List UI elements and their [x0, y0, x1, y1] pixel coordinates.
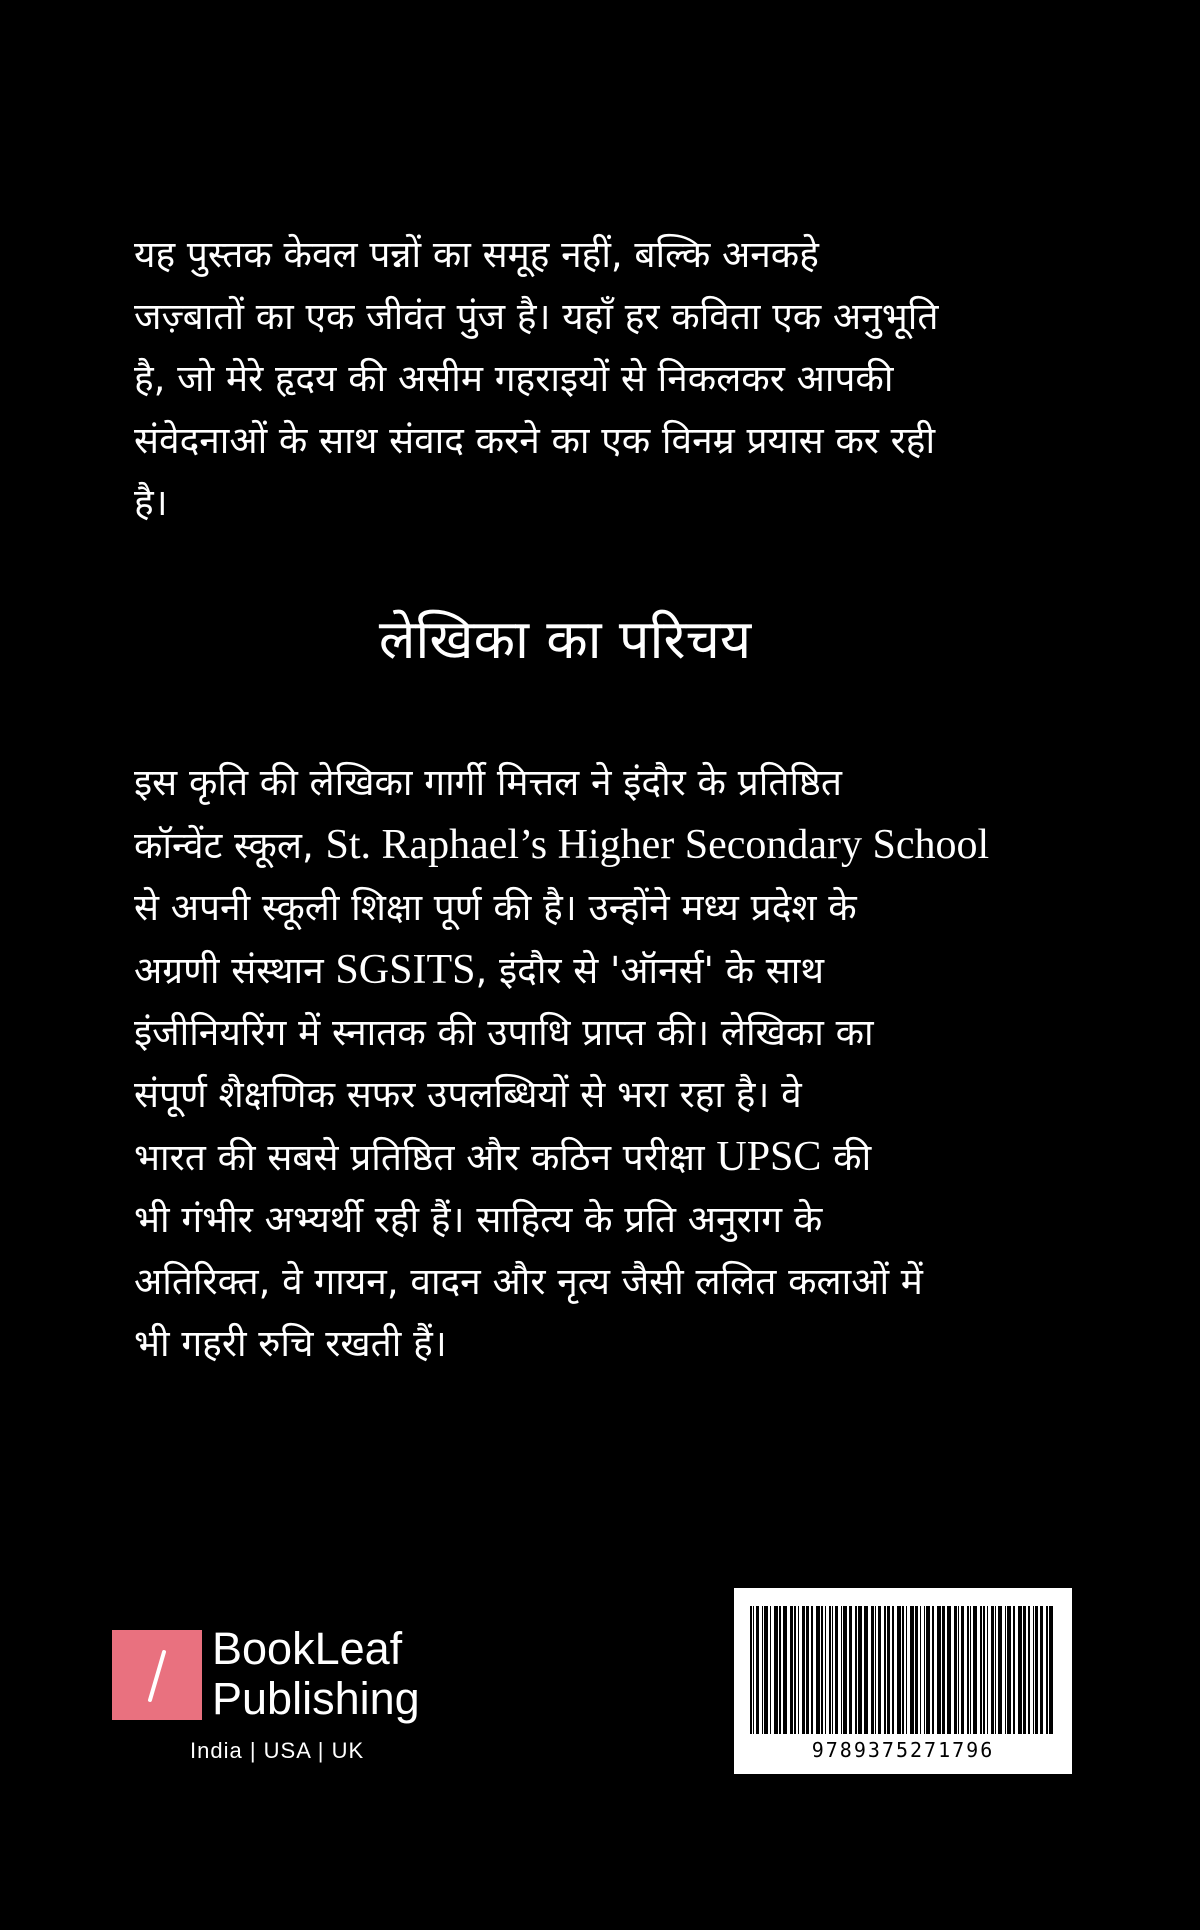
bio-line	[134, 752, 1034, 814]
barcode-bar	[924, 1606, 925, 1734]
barcode-bar	[884, 1606, 886, 1734]
isbn-number: 9789375271796	[811, 1738, 995, 1762]
barcode-bar	[811, 1606, 813, 1734]
bio-text: भारत की सबसे प्रतिष्ठित और कठिन परीक्षा	[134, 1136, 717, 1179]
barcode-bar	[995, 1606, 996, 1734]
barcode-bar	[1013, 1606, 1015, 1734]
bio-text: इस कृति की लेखिका गार्गी मित्तल ने इंदौर के प्रतिष्ठित	[134, 761, 842, 804]
barcode-bar	[983, 1606, 985, 1734]
barcode-bar	[954, 1606, 957, 1734]
intro-line: जज़्बातों का एक जीवंत पुंज है। यहाँ हर कविता एक अनुभूति	[134, 295, 939, 338]
barcode-bar	[875, 1606, 876, 1734]
bio-text: भी गंभीर अभ्यर्थी रही हैं। साहित्य के प्रति अनुराग के	[134, 1198, 823, 1241]
barcode-bar	[774, 1606, 778, 1734]
intro-line: है, जो मेरे हृदय की असीम गहराइयों से निकलकर आपकी	[134, 357, 894, 400]
barcode-bar	[855, 1606, 857, 1734]
publisher-regions: India | USA | UK	[190, 1738, 365, 1763]
barcode-bar	[967, 1606, 969, 1734]
barcode-bar	[821, 1606, 823, 1734]
barcode-bar	[892, 1606, 894, 1734]
publisher-name	[212, 1624, 420, 1724]
bio-line	[134, 1313, 1034, 1375]
barcode-bar	[806, 1606, 809, 1734]
bio-line	[134, 939, 1034, 1002]
bio-line	[134, 1002, 1034, 1064]
barcode-bar	[947, 1606, 951, 1734]
slash-icon	[112, 1630, 202, 1720]
barcode-bar	[858, 1606, 862, 1734]
publisher-name-line2: Publishing	[212, 1673, 420, 1724]
bio-text: से अपनी स्कूली शिक्षा पूर्ण की है। उन्होंने मध्य प्रदेश के	[134, 886, 857, 929]
barcode-bar	[1040, 1606, 1043, 1734]
bio-text: संपूर्ण शैक्षणिक सफर उपलब्धियों से भरा रहा है। वे	[134, 1073, 802, 1116]
barcode-bar	[980, 1606, 982, 1734]
barcode-bar	[790, 1606, 793, 1734]
bio-text: SGSITS	[335, 947, 476, 993]
barcode-bar	[926, 1606, 930, 1734]
barcode-bar	[779, 1606, 781, 1734]
barcode-bar	[829, 1606, 831, 1734]
barcode-bar	[764, 1606, 768, 1734]
barcode-bar	[841, 1606, 842, 1734]
barcode-bar	[794, 1606, 796, 1734]
barcode-bar	[1049, 1606, 1053, 1734]
barcode-bar	[920, 1606, 921, 1734]
barcode-bar	[998, 1606, 1002, 1734]
bio-line	[134, 1064, 1034, 1126]
barcode-bar	[798, 1606, 799, 1734]
author-bio-paragraph	[134, 752, 1034, 1375]
bio-text: की	[821, 1136, 872, 1179]
barcode-bar	[1007, 1606, 1011, 1734]
bio-text: अतिरिक्त, वे गायन, वादन और नृत्य जैसी ललित कलाओं में	[134, 1260, 923, 1303]
barcode-bar	[843, 1606, 847, 1734]
bio-text: कॉन्वेंट स्कूल,	[134, 824, 326, 867]
bio-text: भी गहरी रुचि रखती हैं।	[134, 1322, 447, 1365]
bio-line	[134, 1126, 1034, 1189]
barcode-bar	[1018, 1606, 1022, 1734]
barcode-bar	[897, 1606, 901, 1734]
barcode-bar	[970, 1606, 971, 1734]
intro-line: यह पुस्तक केवल पन्नों का समूह नहीं, बल्कि अनकहे	[134, 233, 819, 276]
barcode-bar	[958, 1606, 959, 1734]
barcode-bar	[1033, 1606, 1034, 1734]
intro-line: संवेदनाओं के साथ संवाद करने का एक विनम्र प्रयास कर रही	[134, 419, 936, 462]
barcode-bar	[942, 1606, 945, 1734]
bio-line	[134, 814, 1034, 877]
barcode-bar	[783, 1606, 787, 1734]
barcode-bar	[1035, 1606, 1038, 1734]
intro-line: है।	[134, 481, 168, 524]
barcode-bar	[750, 1606, 752, 1734]
barcode-bar	[887, 1606, 890, 1734]
barcode-bar	[802, 1606, 805, 1734]
bio-line	[134, 1189, 1034, 1251]
barcode-bar	[753, 1606, 754, 1734]
publisher-name-line1: BookLeaf	[212, 1623, 403, 1674]
barcode-bar	[1023, 1606, 1026, 1734]
barcode-bar	[832, 1606, 833, 1734]
barcode-bar	[910, 1606, 914, 1734]
barcode-bar	[816, 1606, 820, 1734]
bio-text: , इंदौर से 'ऑनर्स' के साथ	[475, 949, 824, 992]
publisher-logo	[112, 1623, 472, 1770]
bio-text: St. Raphael’s Higher Secondary School	[325, 822, 990, 868]
barcode-bar	[825, 1606, 826, 1734]
barcode-bar	[1046, 1606, 1048, 1734]
barcode-bar	[932, 1606, 934, 1734]
barcode-bar	[991, 1606, 994, 1734]
barcode-bar	[961, 1606, 964, 1734]
barcode-bar	[849, 1606, 852, 1734]
barcode-bar	[906, 1606, 907, 1734]
barcode-bars	[746, 1606, 1060, 1734]
bio-line	[134, 877, 1034, 939]
barcode-bar	[762, 1606, 763, 1734]
intro-paragraph	[134, 224, 1034, 534]
bio-text: UPSC	[716, 1134, 822, 1180]
barcode	[734, 1588, 1072, 1774]
bio-text: अग्रणी संस्थान	[134, 949, 336, 992]
barcode-bar	[1005, 1606, 1006, 1734]
bio-line	[134, 1251, 1034, 1313]
barcode-bar	[864, 1606, 868, 1734]
section-heading: लेखिका का परिचय	[378, 608, 752, 671]
barcode-bar	[973, 1606, 977, 1734]
barcode-bar	[770, 1606, 771, 1734]
barcode-bar	[937, 1606, 941, 1734]
bio-text: इंजीनियरिंग में स्नातक की उपाधि प्राप्त की। लेखिका का	[134, 1011, 874, 1054]
barcode-bar	[902, 1606, 904, 1734]
barcode-bar	[871, 1606, 874, 1734]
barcode-bar	[915, 1606, 918, 1734]
barcode-bar	[1028, 1606, 1030, 1734]
barcode-bar	[987, 1606, 988, 1734]
barcode-bar	[878, 1606, 881, 1734]
barcode-bar	[756, 1606, 759, 1734]
barcode-bar	[835, 1606, 838, 1734]
